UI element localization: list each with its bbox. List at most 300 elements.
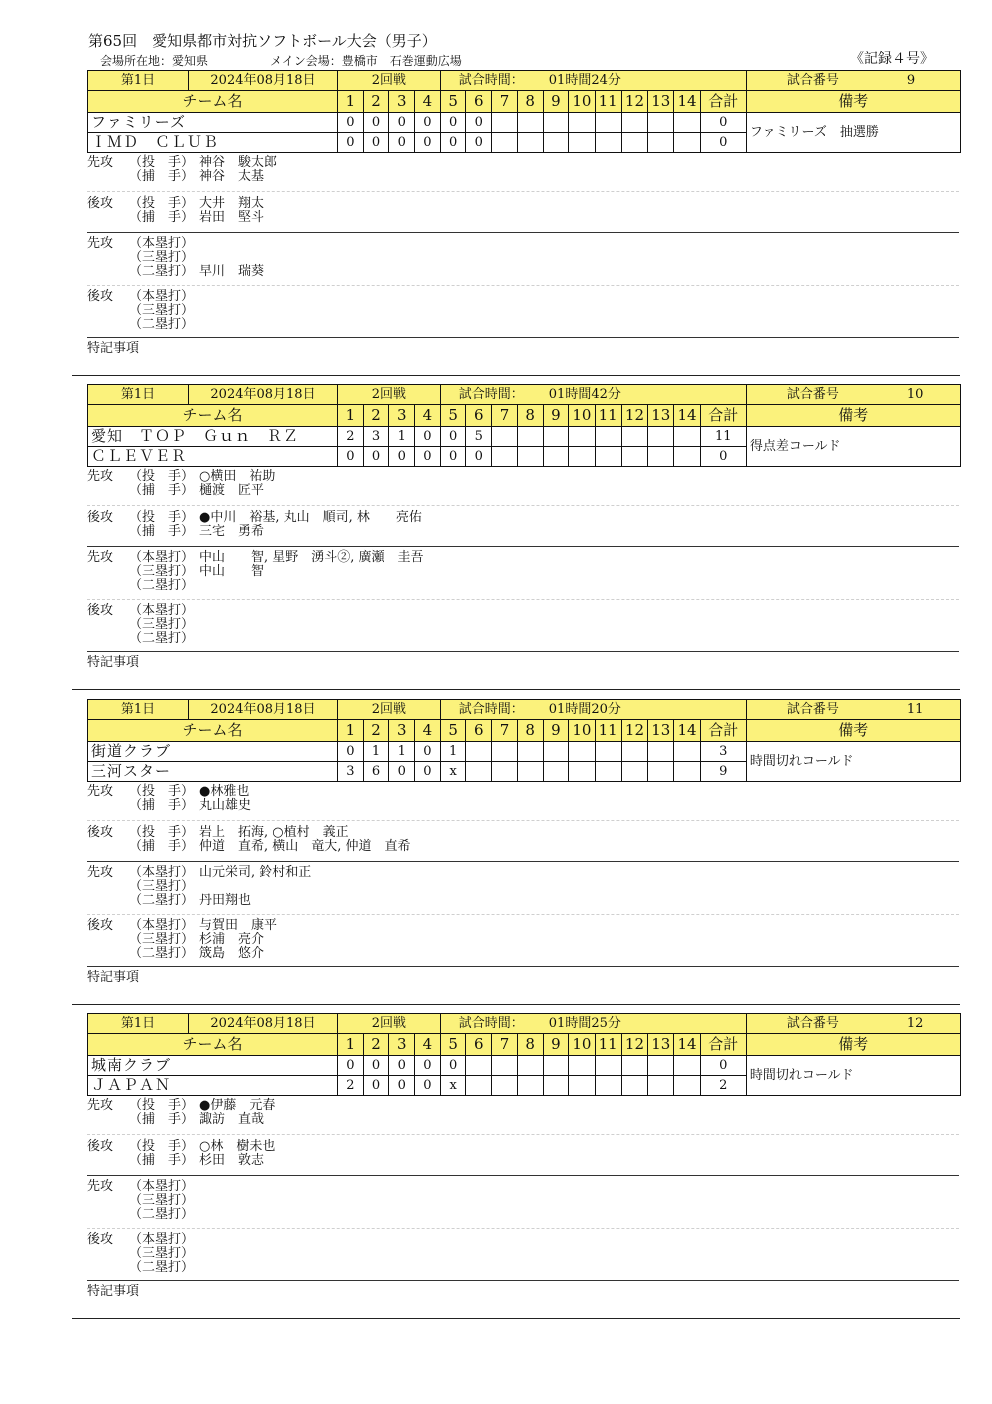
- inning-score: [648, 133, 674, 153]
- inning-header: 12: [621, 91, 647, 113]
- inning-score: [492, 447, 518, 467]
- inning-score: [492, 427, 518, 447]
- inning-header: 9: [543, 720, 569, 742]
- dashed-divider: [87, 191, 959, 192]
- inning-header: 4: [415, 1034, 441, 1056]
- inning-score: 2: [338, 1076, 364, 1096]
- inning-header: 7: [492, 91, 518, 113]
- inning-score: [595, 113, 621, 133]
- role-label: （投 手）: [129, 825, 195, 840]
- game-date: 2024年08月18日: [210, 387, 316, 402]
- total-score: 0: [700, 1056, 746, 1076]
- team-name: ＪＡＰＡＮ: [88, 1076, 338, 1096]
- inning-score: [674, 1056, 700, 1076]
- game-time-cell: [440, 1014, 746, 1034]
- main-venue: メイン会場：豊橋市 石巻運動広場: [270, 54, 462, 68]
- total-score: 9: [700, 762, 746, 782]
- player-names: 中山 智, 星野 湧斗②, 廣瀬 圭吾: [199, 550, 424, 565]
- inning-score: [621, 113, 647, 133]
- role-label: （投 手）: [129, 469, 195, 484]
- inning-score: [517, 447, 543, 467]
- inning-score: [648, 1076, 674, 1096]
- role-label: （本塁打）: [129, 1179, 195, 1194]
- inning-score: [621, 427, 647, 447]
- side-label: 先攻: [87, 155, 114, 170]
- player-names: 三宅 勇希: [199, 524, 265, 539]
- score-table: [87, 384, 961, 467]
- role-label: （三塁打）: [129, 250, 195, 265]
- game-number-cell: [746, 700, 960, 720]
- section-divider: [87, 232, 959, 233]
- team-name: ＩＭＤ ＣＬＵＢ: [88, 133, 338, 153]
- inning-score: 0: [415, 1076, 441, 1096]
- game-number-label: 試合番号: [786, 73, 839, 88]
- inning-header: 8: [517, 91, 543, 113]
- inning-score: [543, 1076, 569, 1096]
- inning-header: 9: [543, 1034, 569, 1056]
- role-label: （三塁打）: [129, 617, 195, 632]
- inning-score: 0: [466, 133, 492, 153]
- player-names: 杉浦 亮介: [199, 932, 265, 947]
- game-day: 第1日: [88, 1014, 189, 1033]
- remarks-text: 時間切れコールド: [746, 742, 960, 782]
- inning-header: 8: [517, 720, 543, 742]
- inning-score: 0: [440, 1056, 466, 1076]
- inning-header: 7: [492, 405, 518, 427]
- special-notes-label: 特記事項: [87, 970, 140, 985]
- game-time-cell: [440, 71, 746, 91]
- inning-header: 10: [569, 720, 595, 742]
- remarks-header: 備考: [746, 720, 960, 742]
- inning-header: 11: [595, 1034, 621, 1056]
- role-label: （三塁打）: [129, 932, 195, 947]
- remarks-text: 得点差コールド: [746, 427, 960, 467]
- section-divider: [87, 966, 959, 967]
- role-label: （二塁打）: [129, 1207, 195, 1222]
- inning-score: 1: [389, 742, 415, 762]
- inning-header: 13: [648, 405, 674, 427]
- player-names: 筬島 悠介: [199, 946, 265, 961]
- inning-header: 7: [492, 720, 518, 742]
- role-label: （本塁打）: [129, 865, 195, 880]
- inning-header: 5: [440, 1034, 466, 1056]
- inning-score: 0: [389, 1076, 415, 1096]
- inning-header: 1: [338, 91, 364, 113]
- game-time-value: 01時間24分: [548, 73, 621, 88]
- role-label: （捕 手）: [129, 483, 195, 498]
- role-label: （本塁打）: [129, 1232, 195, 1247]
- role-label: （投 手）: [129, 510, 195, 525]
- inning-score: [466, 1056, 492, 1076]
- game-number-cell: [746, 385, 960, 405]
- section-divider: [87, 861, 959, 862]
- inning-score: [543, 133, 569, 153]
- inning-score: 0: [363, 1076, 389, 1096]
- game-number-value: 9: [906, 73, 916, 88]
- inning-header: 9: [543, 405, 569, 427]
- inning-score: 0: [363, 447, 389, 467]
- inning-score: [569, 1056, 595, 1076]
- role-label: （三塁打）: [129, 1193, 195, 1208]
- inning-score: [517, 1056, 543, 1076]
- player-names: 中山 智: [199, 564, 265, 579]
- team-name-header: チーム名: [88, 1034, 338, 1056]
- section-divider: [87, 1175, 959, 1176]
- game-info-cell: [88, 71, 338, 91]
- role-label: （本塁打）: [129, 550, 195, 565]
- player-names: 岩田 堅斗: [199, 210, 265, 225]
- inning-score: 3: [363, 427, 389, 447]
- inning-header: 4: [415, 720, 441, 742]
- inning-header: 1: [338, 720, 364, 742]
- inning-score: 0: [415, 762, 441, 782]
- inning-score: 0: [389, 1056, 415, 1076]
- player-names: 仲道 直希, 横山 竜大, 仲道 直希: [199, 839, 411, 854]
- side-label: 先攻: [87, 1179, 114, 1194]
- inning-score: [517, 1076, 543, 1096]
- inning-score: [621, 133, 647, 153]
- side-label: 後攻: [87, 825, 114, 840]
- dashed-divider: [87, 599, 959, 600]
- inning-score: [543, 427, 569, 447]
- player-names: 与賀田 康平: [199, 918, 278, 933]
- inning-score: 0: [415, 427, 441, 447]
- inning-score: [569, 447, 595, 467]
- inning-score: [621, 1076, 647, 1096]
- inning-score: [517, 762, 543, 782]
- inning-header: 10: [569, 1034, 595, 1056]
- remarks-header: 備考: [746, 1034, 960, 1056]
- inning-header: 11: [595, 405, 621, 427]
- inning-score: 2: [338, 427, 364, 447]
- inning-score: x: [440, 1076, 466, 1096]
- inning-score: [648, 427, 674, 447]
- inning-score: [595, 762, 621, 782]
- inning-score: [648, 762, 674, 782]
- inning-score: [648, 1056, 674, 1076]
- inning-header: 4: [415, 91, 441, 113]
- inning-score: 0: [466, 447, 492, 467]
- block-separator: [72, 1004, 960, 1005]
- inning-header: 5: [440, 405, 466, 427]
- side-label: 後攻: [87, 603, 114, 618]
- inning-score: 0: [338, 113, 364, 133]
- record-number: 《記録４号》: [850, 51, 934, 67]
- inning-header: 14: [674, 405, 700, 427]
- inning-header: 1: [338, 1034, 364, 1056]
- inning-score: 5: [466, 427, 492, 447]
- player-names: 早川 瑞葵: [199, 264, 265, 279]
- game-time-label: 試合時間：: [458, 73, 524, 88]
- inning-header: 13: [648, 720, 674, 742]
- player-names: ●伊藤 元春: [199, 1098, 276, 1113]
- game-number-cell: [746, 71, 960, 91]
- dashed-divider: [87, 914, 959, 915]
- game-time-label: 試合時間：: [458, 387, 524, 402]
- inning-score: [595, 447, 621, 467]
- game-time-cell: [440, 700, 746, 720]
- team-name: ファミリーズ: [88, 113, 338, 133]
- role-label: （捕 手）: [129, 798, 195, 813]
- game-time-label: 試合時間：: [458, 1016, 524, 1031]
- role-label: （二塁打）: [129, 631, 195, 646]
- role-label: （二塁打）: [129, 893, 195, 908]
- role-label: （三塁打）: [129, 879, 195, 894]
- role-label: （三塁打）: [129, 1246, 195, 1261]
- game-number-value: 10: [906, 387, 924, 402]
- inning-score: [543, 1056, 569, 1076]
- role-label: （本塁打）: [129, 236, 195, 251]
- role-label: （捕 手）: [129, 1153, 195, 1168]
- inning-score: 0: [415, 113, 441, 133]
- section-divider: [87, 1280, 959, 1281]
- inning-score: [674, 762, 700, 782]
- game-time-label: 試合時間：: [458, 702, 524, 717]
- role-label: （捕 手）: [129, 210, 195, 225]
- block-separator: [72, 689, 960, 690]
- game-info-cell: [88, 1014, 338, 1034]
- inning-score: [621, 762, 647, 782]
- inning-score: 0: [440, 447, 466, 467]
- inning-score: 0: [389, 113, 415, 133]
- venue-location: 会場所在地：愛知県: [100, 54, 209, 68]
- score-table: [87, 70, 961, 153]
- inning-score: 0: [466, 113, 492, 133]
- inning-header: 2: [363, 91, 389, 113]
- side-label: 先攻: [87, 784, 114, 799]
- inning-header: 2: [363, 405, 389, 427]
- side-label: 先攻: [87, 469, 114, 484]
- inning-score: [543, 447, 569, 467]
- inning-score: 0: [415, 1056, 441, 1076]
- role-label: （捕 手）: [129, 1112, 195, 1127]
- total-score: 3: [700, 742, 746, 762]
- section-divider: [87, 546, 959, 547]
- special-notes-label: 特記事項: [87, 341, 140, 356]
- inning-header: 3: [389, 720, 415, 742]
- inning-score: 0: [363, 113, 389, 133]
- team-name: 城南クラブ: [88, 1056, 338, 1076]
- inning-score: [543, 762, 569, 782]
- inning-header: 3: [389, 405, 415, 427]
- total-header: 合計: [700, 405, 746, 427]
- role-label: （二塁打）: [129, 1260, 195, 1275]
- game-time-value: 01時間20分: [548, 702, 621, 717]
- game-date: 2024年08月18日: [210, 1016, 316, 1031]
- inning-score: [517, 742, 543, 762]
- player-names: 杉田 敦志: [199, 1153, 265, 1168]
- role-label: （投 手）: [129, 1139, 195, 1154]
- inning-score: 0: [440, 133, 466, 153]
- side-label: 後攻: [87, 510, 114, 525]
- player-names: 諏訪 直哉: [199, 1112, 265, 1127]
- player-names: 丹田翔也: [199, 893, 252, 908]
- game-day: 第1日: [88, 71, 189, 90]
- inning-header: 6: [466, 1034, 492, 1056]
- game-day: 第1日: [88, 700, 189, 719]
- game-time-value: 01時間25分: [548, 1016, 621, 1031]
- inning-header: 11: [595, 720, 621, 742]
- inning-header: 7: [492, 1034, 518, 1056]
- role-label: （捕 手）: [129, 169, 195, 184]
- team-name: 三河スター: [88, 762, 338, 782]
- inning-header: 12: [621, 720, 647, 742]
- dashed-divider: [87, 820, 959, 821]
- inning-header: 12: [621, 405, 647, 427]
- side-label: 先攻: [87, 550, 114, 565]
- game-date: 2024年08月18日: [210, 73, 316, 88]
- inning-header: 6: [466, 405, 492, 427]
- game-day: 第1日: [88, 385, 189, 404]
- inning-score: x: [440, 762, 466, 782]
- inning-score: [595, 1076, 621, 1096]
- total-header: 合計: [700, 1034, 746, 1056]
- role-label: （本塁打）: [129, 918, 195, 933]
- dashed-divider: [87, 1228, 959, 1229]
- player-names: ●中川 裕基, 丸山 順司, 林 亮佑: [199, 510, 422, 525]
- inning-score: [466, 762, 492, 782]
- game-info-cell: [88, 700, 338, 720]
- game-time-cell: [440, 385, 746, 405]
- inning-score: 0: [415, 447, 441, 467]
- inning-score: 0: [440, 113, 466, 133]
- inning-score: 0: [338, 447, 364, 467]
- inning-score: [569, 133, 595, 153]
- team-name-header: チーム名: [88, 405, 338, 427]
- inning-header: 11: [595, 91, 621, 113]
- inning-header: 13: [648, 91, 674, 113]
- game-time-value: 01時間42分: [548, 387, 621, 402]
- inning-score: [595, 742, 621, 762]
- game-number-cell: [746, 1014, 960, 1034]
- inning-score: 0: [415, 742, 441, 762]
- inning-score: [674, 742, 700, 762]
- player-names: 神谷 太基: [199, 169, 265, 184]
- special-notes-label: 特記事項: [87, 655, 140, 670]
- inning-header: 3: [389, 91, 415, 113]
- player-names: 丸山雄史: [199, 798, 252, 813]
- role-label: （投 手）: [129, 784, 195, 799]
- inning-score: 1: [363, 742, 389, 762]
- total-score: 0: [700, 447, 746, 467]
- inning-score: 1: [389, 427, 415, 447]
- side-label: 後攻: [87, 1139, 114, 1154]
- remarks-header: 備考: [746, 91, 960, 113]
- inning-header: 10: [569, 91, 595, 113]
- inning-header: 13: [648, 1034, 674, 1056]
- inning-score: [492, 1076, 518, 1096]
- game-round: 2回戦: [338, 1014, 441, 1034]
- inning-header: 2: [363, 1034, 389, 1056]
- inning-score: 0: [389, 133, 415, 153]
- inning-score: 3: [338, 762, 364, 782]
- role-label: （投 手）: [129, 196, 195, 211]
- role-label: （二塁打）: [129, 317, 195, 332]
- inning-score: [595, 133, 621, 153]
- inning-score: 0: [338, 742, 364, 762]
- remarks-text: 時間切れコールド: [746, 1056, 960, 1096]
- game-info-cell: [88, 385, 338, 405]
- player-names: 大井 翔太: [199, 196, 265, 211]
- inning-score: 0: [338, 1056, 364, 1076]
- game-number-label: 試合番号: [786, 702, 839, 717]
- inning-score: [492, 742, 518, 762]
- game-number-value: 11: [906, 702, 924, 717]
- inning-score: [569, 113, 595, 133]
- inning-score: [492, 762, 518, 782]
- total-score: 0: [700, 113, 746, 133]
- inning-header: 3: [389, 1034, 415, 1056]
- section-divider: [87, 651, 959, 652]
- inning-score: [621, 447, 647, 467]
- inning-score: 0: [363, 1056, 389, 1076]
- inning-score: 0: [440, 427, 466, 447]
- inning-score: [648, 742, 674, 762]
- remarks-text: ファミリーズ 抽選勝: [746, 113, 960, 153]
- role-label: （捕 手）: [129, 839, 195, 854]
- player-names: 岩上 拓海, ○植村 義正: [199, 825, 349, 840]
- score-table: [87, 1013, 961, 1096]
- inning-header: 8: [517, 1034, 543, 1056]
- inning-score: 6: [363, 762, 389, 782]
- dashed-divider: [87, 1134, 959, 1135]
- inning-header: 5: [440, 91, 466, 113]
- special-notes-label: 特記事項: [87, 1284, 140, 1299]
- inning-score: [648, 113, 674, 133]
- inning-header: 4: [415, 405, 441, 427]
- inning-score: [674, 427, 700, 447]
- inning-header: 6: [466, 720, 492, 742]
- inning-score: [674, 1076, 700, 1096]
- game-round: 2回戦: [338, 385, 441, 405]
- inning-header: 1: [338, 405, 364, 427]
- inning-header: 12: [621, 1034, 647, 1056]
- inning-score: [674, 113, 700, 133]
- inning-score: 0: [415, 133, 441, 153]
- side-label: 先攻: [87, 236, 114, 251]
- role-label: （三塁打）: [129, 564, 195, 579]
- side-label: 後攻: [87, 196, 114, 211]
- team-name: 街道クラブ: [88, 742, 338, 762]
- player-names: 樋渡 匠平: [199, 483, 265, 498]
- side-label: 後攻: [87, 289, 114, 304]
- player-names: ●林雅也: [199, 784, 250, 799]
- game-round: 2回戦: [338, 71, 441, 91]
- side-label: 後攻: [87, 918, 114, 933]
- inning-score: [517, 113, 543, 133]
- inning-score: [517, 427, 543, 447]
- role-label: （二塁打）: [129, 946, 195, 961]
- inning-score: [569, 1076, 595, 1096]
- inning-header: 10: [569, 405, 595, 427]
- role-label: （三塁打）: [129, 303, 195, 318]
- team-name: ＣＬＥＶＥＲ: [88, 447, 338, 467]
- role-label: （本塁打）: [129, 603, 195, 618]
- block-separator: [72, 1318, 960, 1319]
- inning-score: 0: [389, 447, 415, 467]
- inning-score: [569, 742, 595, 762]
- remarks-header: 備考: [746, 405, 960, 427]
- side-label: 先攻: [87, 1098, 114, 1113]
- total-score: 2: [700, 1076, 746, 1096]
- inning-score: 1: [440, 742, 466, 762]
- player-names: ○横田 祐助: [199, 469, 276, 484]
- game-round: 2回戦: [338, 700, 441, 720]
- game-number-label: 試合番号: [786, 1016, 839, 1031]
- game-date: 2024年08月18日: [210, 702, 316, 717]
- venue-info: [100, 52, 462, 69]
- player-names: ○林 樹未也: [199, 1139, 276, 1154]
